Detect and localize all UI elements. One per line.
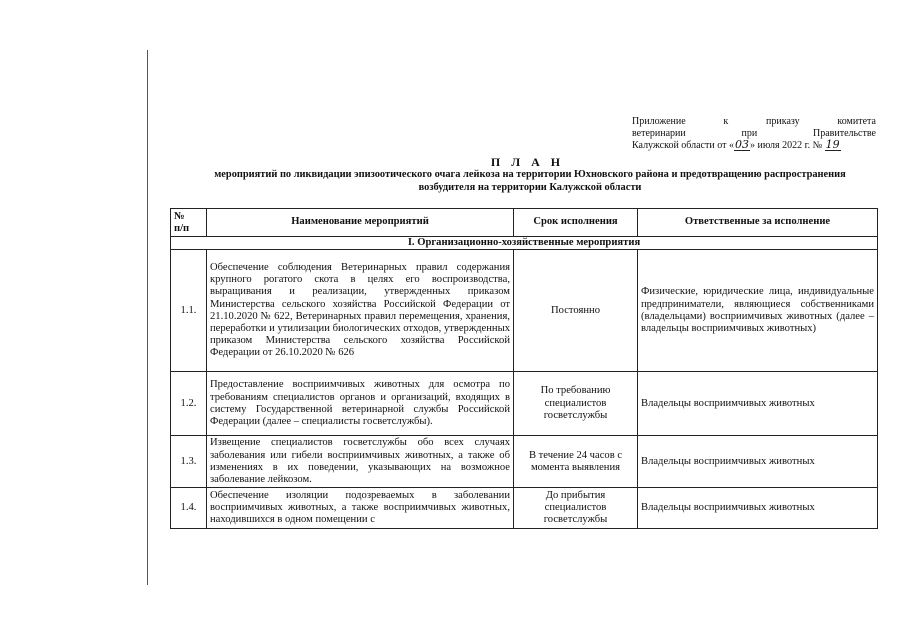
header-term: Срок исполнения [514, 209, 638, 237]
row-responsible: Физические, юридические лица, индивидуальные предприниматели, являющиеся собственниками (владельцами) восприимчивых животных (далее – владельцы восприимчивых животных) [638, 250, 878, 372]
row-term: В течение 24 часов с момента выявления [514, 436, 638, 488]
row-number: 1.4. [171, 488, 207, 529]
appendix-date-prefix: Калужской области от « [632, 140, 734, 151]
appendix-date-middle: » июля 2022 г. № [749, 140, 823, 151]
appendix-word: к [723, 116, 729, 127]
row-number: 1.1. [171, 250, 207, 372]
row-responsible: Владельцы восприимчивых животных [638, 436, 878, 488]
table-header-row [171, 209, 878, 237]
page-subtitle: мероприятий по ликвидации эпизоотического очага лейкоза на территории Юхновского района и предотвращению распространения возбудителя на территории Калужской области [214, 169, 846, 193]
row-activity: Обеспечение соблюдения Ветеринарных правил содержания крупного рогатого скота в целях его воспроизводства, выращивания и реализации, утвержденных приказом Министерства сельского хозяйства Российской Федерации от 21.10.2020 № 622, Ветеринарных правил перемещения, хранения, переработки и утилизации биологических отходов, утвержденных приказом Министерства сельского хозяйства Российской Федерации от 26.10.2020 № 626 [207, 250, 514, 372]
appendix-line-1 [632, 116, 876, 128]
header-responsible: Ответственные за исполнение [638, 209, 878, 237]
header-activity: Наименование мероприятий [207, 209, 514, 237]
row-activity: Извещение специалистов госветслужбы обо всех случаях заболевания или гибели восприимчивых животных, а также об изменениях в их поведении, указывающих на возможное заболевание лейкозом. [207, 436, 514, 488]
row-activity: Обеспечение изоляции подозреваемых в заболевании восприимчивых животных, а также восприимчивых животных, находившихся в одном помещении с [207, 488, 514, 529]
section-row [171, 237, 878, 250]
header-num [171, 209, 207, 237]
row-activity: Предоставление восприимчивых животных для осмотра по требованиям специалистов органов и организаций, входящих в систему Государственной ветеринарной службы Российской Федерации (далее – специалисты госветслужбы). [207, 372, 514, 436]
table-row [171, 372, 878, 436]
measures-table [170, 208, 878, 529]
appendix-word: приказу [766, 116, 800, 127]
row-term: До прибытия специалистов госветслужбы [514, 488, 638, 529]
table-row [171, 250, 878, 372]
appendix-word: комитета [837, 116, 876, 127]
appendix-note [632, 116, 876, 152]
handwritten-day: 03 [734, 138, 749, 151]
section-title: I. Организационно-хозяйственные мероприятия [171, 237, 878, 250]
header-num-line1: № [174, 210, 185, 222]
margin-rule [147, 50, 148, 585]
table-row [171, 436, 878, 488]
handwritten-order-number: 19 [825, 138, 840, 151]
row-number: 1.2. [171, 372, 207, 436]
row-number: 1.3. [171, 436, 207, 488]
appendix-word: при [741, 128, 758, 139]
appendix-word: Приложение [632, 116, 686, 127]
row-responsible: Владельцы восприимчивых животных [638, 372, 878, 436]
appendix-word: ветеринарии [632, 128, 686, 139]
header-num-line2: п/п [174, 222, 190, 234]
appendix-line-3 [632, 140, 876, 152]
row-term: По требованию специалистов госветслужбы [514, 372, 638, 436]
page-title: П Л А Н [490, 155, 565, 169]
appendix-word: Правительстве [812, 128, 876, 139]
row-term: Постоянно [514, 250, 638, 372]
row-responsible: Владельцы восприимчивых животных [638, 488, 878, 529]
table-row [171, 488, 878, 529]
